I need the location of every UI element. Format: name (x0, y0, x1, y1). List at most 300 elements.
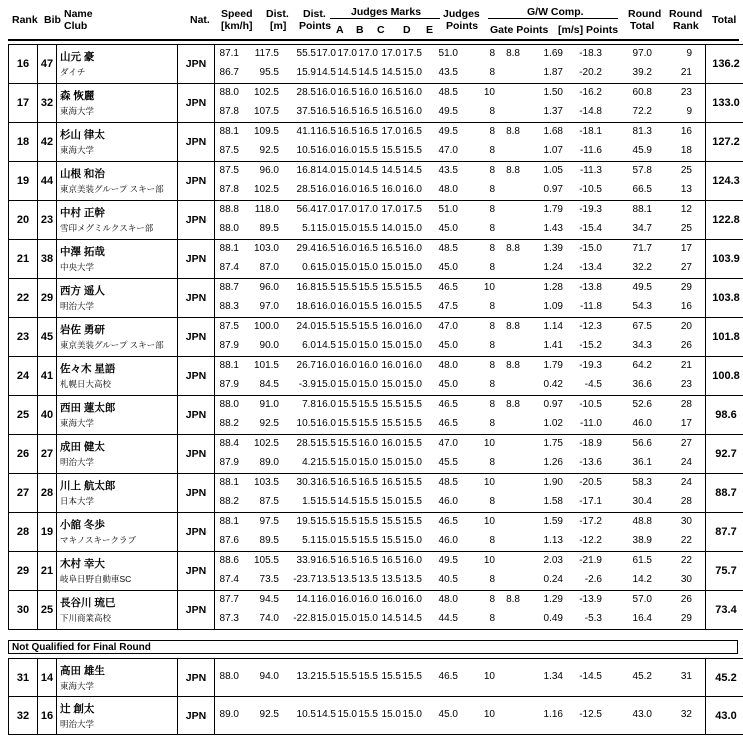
jump-value: 24 (680, 477, 692, 488)
jump-value: 15.5 (316, 516, 336, 527)
table-row (9, 123, 743, 162)
jump-value: 15.0 (358, 457, 378, 468)
athlete-cell (57, 201, 178, 240)
athlete-cell (57, 591, 178, 630)
jump-value: 17.0 (358, 204, 378, 215)
jump-value: 23 (680, 379, 692, 390)
jump-value: 15.0 (402, 457, 422, 468)
jump-data-cell (215, 474, 706, 513)
jump-value: -17.1 (579, 496, 602, 507)
jump-value: 10.5 (296, 709, 316, 720)
jump-value: 1.39 (543, 243, 563, 254)
jump-value: 45.0 (438, 709, 458, 720)
jump-value: 15.5 (337, 321, 357, 332)
jump-value: -3.9 (298, 379, 316, 390)
jump-value: 13.5 (358, 574, 378, 585)
jump-value: 16.0 (316, 399, 336, 410)
jump-value: 15.5 (316, 496, 336, 507)
nation-cell: JPN (178, 435, 215, 474)
jump-value: 45.0 (438, 223, 458, 234)
rank-cell: 27 (9, 474, 38, 513)
jump-value: 31 (680, 671, 692, 682)
rank-cell: 18 (9, 123, 38, 162)
jump-value: 16.5 (316, 555, 336, 566)
jump-value: 41.1 (296, 126, 316, 137)
jump-value: -19.3 (579, 204, 602, 215)
jump-round-1 (215, 318, 705, 337)
header-round-rank-1: Round (669, 8, 703, 20)
jump-value: 26 (680, 594, 692, 605)
jump-value: 15.5 (316, 282, 336, 293)
jump-value: 0.49 (543, 613, 563, 624)
jump-round-1 (215, 552, 705, 571)
jump-value: 36.6 (632, 379, 652, 390)
bib-cell: 14 (38, 659, 57, 697)
jump-value: 87.3 (219, 613, 239, 624)
jump-value: 16.0 (402, 87, 422, 98)
jump-value: 15.5 (337, 399, 357, 410)
bib-cell: 25 (38, 591, 57, 630)
jump-round-1 (215, 240, 705, 259)
jump-value: 8 (489, 48, 495, 59)
jump-value: 15.0 (337, 379, 357, 390)
header-dist-points-2: Points (299, 20, 332, 32)
jump-value: 0.6 (302, 262, 316, 273)
table-row (9, 201, 743, 240)
jump-value: 15.5 (337, 282, 357, 293)
total-cell: 136.2 (706, 45, 743, 84)
jump-value: 92.5 (259, 145, 279, 156)
nation-cell: JPN (178, 552, 215, 591)
nation-cell: JPN (178, 201, 215, 240)
jump-value: 88.6 (219, 555, 239, 566)
jump-value: 87.5 (259, 496, 279, 507)
club-name: 東京美装グループ スキー部 (60, 340, 164, 350)
jump-value: 60.8 (632, 87, 652, 98)
jump-value: 8 (489, 321, 495, 332)
total-cell: 45.2 (706, 659, 743, 697)
jump-value: 56.4 (296, 204, 316, 215)
jump-value: -15.4 (579, 223, 602, 234)
jump-value: 16.5 (316, 106, 336, 117)
athlete-cell (57, 45, 178, 84)
jump-value: 16.0 (381, 360, 401, 371)
club-name: 札幌日大高校 (60, 379, 112, 389)
jump-value: 16.0 (381, 594, 401, 605)
jump-value: 46.0 (632, 418, 652, 429)
athlete-cell (57, 659, 178, 697)
jump-value: 1.02 (543, 418, 563, 429)
jump-value: 30.4 (632, 496, 652, 507)
jump-value: 10 (483, 671, 495, 682)
jump-value: 15.5 (358, 399, 378, 410)
total-cell: 87.7 (706, 513, 743, 552)
jump-value: 15.5 (316, 438, 336, 449)
not-qualified-table (8, 658, 743, 735)
jump-value: 16.0 (337, 243, 357, 254)
header-bib: Bib (44, 14, 61, 26)
jump-value: 17 (680, 418, 692, 429)
jump-value: 15.0 (381, 340, 401, 351)
athlete-cell (57, 318, 178, 357)
jump-value: 88.8 (219, 204, 239, 215)
rank-cell: 22 (9, 279, 38, 318)
jump-value: 52.6 (632, 399, 652, 410)
jump-value: 14.2 (632, 574, 652, 585)
jump-value: 29 (680, 282, 692, 293)
jump-value: 9 (686, 48, 692, 59)
jump-value: 16.5 (358, 555, 378, 566)
jump-value: 15.5 (402, 418, 422, 429)
athlete-name: 辻 創太 (60, 702, 95, 715)
total-cell: 100.8 (706, 357, 743, 396)
jump-value: 28.5 (296, 438, 316, 449)
jump-value: 8 (489, 535, 495, 546)
jump-value: 15.5 (337, 516, 357, 527)
total-cell: 127.2 (706, 123, 743, 162)
jump-value: 16.5 (316, 126, 336, 137)
athlete-cell (57, 84, 178, 123)
jump-value: 15.0 (316, 262, 336, 273)
jump-value: 17.0 (381, 126, 401, 137)
jump-value: 8.8 (506, 399, 520, 410)
jump-value: 16.0 (402, 555, 422, 566)
athlete-cell (57, 513, 178, 552)
header-judges-marks: Judges Marks (351, 6, 422, 18)
jump-value: 16.5 (337, 126, 357, 137)
jump-value: 15.5 (316, 321, 336, 332)
bib-cell: 40 (38, 396, 57, 435)
jump-value: 8.8 (506, 594, 520, 605)
jump-value: 8 (489, 613, 495, 624)
jump-value: 34.7 (632, 223, 652, 234)
jump-value: 8.8 (506, 48, 520, 59)
jump-value: 15.5 (381, 418, 401, 429)
jump-value: 44.5 (438, 613, 458, 624)
jump-value: 109.5 (253, 126, 279, 137)
jump-value: 8 (489, 223, 495, 234)
not-qualified-section-label: Not Qualified for Final Round (8, 640, 738, 654)
jump-value: 88.0 (219, 223, 239, 234)
athlete-cell (57, 123, 178, 162)
jump-value: 45.0 (438, 262, 458, 273)
jump-value: 16.8 (296, 165, 316, 176)
jump-value: 10 (483, 87, 495, 98)
header-gate-points: Gate Points (490, 24, 549, 36)
jump-value: 15.5 (358, 709, 378, 720)
athlete-name: 中澤 拓哉 (60, 246, 105, 258)
jump-value: 16.0 (337, 145, 357, 156)
rank-cell: 16 (9, 45, 38, 84)
jump-value: 15.5 (358, 145, 378, 156)
jump-value: 16.5 (316, 243, 336, 254)
jump-value: 1.50 (543, 87, 563, 98)
athlete-name: 佐々木 星語 (60, 363, 116, 375)
jump-data-cell (215, 123, 706, 162)
jump-value: 97.0 (259, 301, 279, 312)
jump-value: 15.5 (358, 496, 378, 507)
jump-value: 46.5 (438, 282, 458, 293)
jump-value: 48.0 (438, 360, 458, 371)
jump-value: 17.0 (316, 48, 336, 59)
bib-cell: 42 (38, 123, 57, 162)
jump-value: 1.43 (543, 223, 563, 234)
jump-value: 15.5 (358, 418, 378, 429)
athlete-name: 成田 健太 (60, 441, 105, 453)
gw-comp-line (488, 18, 618, 19)
club-name: 雪印メグミルクスキー部 (60, 223, 154, 233)
jump-value: 16.0 (402, 243, 422, 254)
jump-value: 56.6 (632, 438, 652, 449)
jump-value: 15.0 (316, 223, 336, 234)
total-cell: 103.8 (706, 279, 743, 318)
jump-value: 15.0 (358, 613, 378, 624)
jump-value: 8 (489, 360, 495, 371)
jump-value: 15.0 (381, 496, 401, 507)
jump-value: 16.0 (316, 418, 336, 429)
jump-value: 15.0 (358, 340, 378, 351)
jump-value: 15.0 (337, 165, 357, 176)
jump-value: 16.0 (337, 594, 357, 605)
jump-value: 14.5 (402, 613, 422, 624)
jump-value: 15.5 (402, 399, 422, 410)
jump-value: 103.5 (253, 477, 279, 488)
jump-data-cell (215, 84, 706, 123)
jump-value: 66.5 (632, 184, 652, 195)
jump-value: 1.69 (543, 48, 563, 59)
jump-value: 10 (483, 477, 495, 488)
jump-value: 8.8 (506, 243, 520, 254)
table-row (9, 84, 743, 123)
club-name: 東京美装グループ スキー部 (60, 184, 164, 194)
jump-value: 105.5 (253, 555, 279, 566)
jump-value: 15.5 (337, 671, 357, 682)
jump-value: 15.0 (381, 379, 401, 390)
jump-value: 117.5 (254, 48, 279, 59)
jump-value: 8.8 (506, 321, 520, 332)
jump-value: 16.5 (381, 477, 401, 488)
header-round-total-1: Round (628, 8, 662, 20)
athlete-name: 長谷川 琉巳 (60, 597, 116, 609)
jump-value: 16.5 (402, 126, 422, 137)
jump-value: 86.7 (219, 67, 239, 78)
bib-cell: 27 (38, 435, 57, 474)
jump-value: 1.68 (543, 126, 563, 137)
jump-value: 16.5 (381, 555, 401, 566)
jump-value: 1.34 (543, 671, 563, 682)
total-cell: 92.7 (706, 435, 743, 474)
jump-value: 89.5 (259, 223, 279, 234)
club-name: マキノスキークラブ (60, 535, 136, 545)
jump-value: 16.5 (381, 106, 401, 117)
header-rule (8, 39, 739, 41)
jump-value: 88.7 (219, 282, 239, 293)
jump-value: 15.0 (316, 535, 336, 546)
jump-value: 36.1 (632, 457, 652, 468)
jump-value: 48.8 (632, 516, 652, 527)
jump-value: -12.2 (579, 535, 602, 546)
jump-value: 13.5 (316, 574, 336, 585)
jump-value: -16.2 (579, 87, 602, 98)
jump-value: -11.8 (579, 301, 602, 312)
jump-value: 9 (686, 106, 692, 117)
jump-value: 15.5 (316, 671, 336, 682)
jump-value: 16.0 (358, 360, 378, 371)
jump-value: 48.0 (438, 184, 458, 195)
jump-value: 45.0 (438, 340, 458, 351)
jump-value: 87.9 (219, 340, 239, 351)
jump-value: 14.5 (316, 67, 336, 78)
jump-value: 18 (680, 145, 692, 156)
jump-value: 88.2 (219, 496, 239, 507)
jump-round-2 (215, 493, 705, 512)
jump-value: 1.5 (302, 496, 316, 507)
jump-value: -23.7 (293, 574, 316, 585)
jump-value: 29 (680, 613, 692, 624)
jump-value: 15.5 (402, 438, 422, 449)
jump-round-1 (215, 279, 705, 298)
jump-value: 81.3 (632, 126, 652, 137)
total-cell: 122.8 (706, 201, 743, 240)
jump-value: 8 (489, 457, 495, 468)
jump-value: 43.5 (438, 67, 458, 78)
jump-value: 102.5 (253, 87, 279, 98)
jump-value: -11.3 (579, 165, 602, 176)
jump-value: 72.2 (632, 106, 652, 117)
jump-value: -11.0 (579, 418, 602, 429)
jump-value: 46.5 (438, 671, 458, 682)
header-name: Name (64, 8, 93, 20)
jump-round-2 (215, 142, 705, 161)
jump-value: 16.5 (316, 477, 336, 488)
club-name: 中央大学 (60, 262, 95, 272)
jump-value: 16.5 (358, 126, 378, 137)
table-row (9, 45, 743, 84)
athlete-cell (57, 396, 178, 435)
nation-cell: JPN (178, 123, 215, 162)
jump-round-1 (215, 435, 705, 454)
jump-data-cell (215, 357, 706, 396)
jump-value: 49.5 (438, 126, 458, 137)
jump-value: 49.5 (438, 555, 458, 566)
jump-data-cell (215, 240, 706, 279)
rank-cell: 19 (9, 162, 38, 201)
jump-round-1 (215, 84, 705, 103)
jump-value: 87.4 (219, 262, 239, 273)
club-name: 日本大学 (60, 496, 95, 506)
jump-value: 16 (680, 126, 692, 137)
jump-value: 43.5 (438, 165, 458, 176)
jump-value: 88.1 (632, 204, 652, 215)
jump-value: 1.14 (543, 321, 563, 332)
jump-value: 1.07 (543, 145, 563, 156)
jump-value: 21 (680, 67, 692, 78)
jump-value: 118.0 (254, 204, 279, 215)
rank-cell: 21 (9, 240, 38, 279)
jump-value: 8.8 (506, 126, 520, 137)
total-cell: 133.0 (706, 84, 743, 123)
jump-value: -14.5 (579, 671, 602, 682)
jump-value: 38.9 (632, 535, 652, 546)
table-row (9, 240, 743, 279)
jump-value: 33.9 (296, 555, 316, 566)
jump-value: 16.5 (337, 555, 357, 566)
jump-value: -2.6 (584, 574, 602, 585)
jump-value: 15.5 (402, 282, 422, 293)
jump-value: 8.8 (506, 360, 520, 371)
jump-value: 16.0 (337, 184, 357, 195)
nation-cell: JPN (178, 357, 215, 396)
jump-value: 15.0 (402, 340, 422, 351)
jump-value: 16.0 (337, 360, 357, 371)
jump-value: 87.5 (219, 165, 239, 176)
athlete-name: 西方 遥人 (60, 285, 105, 297)
jump-value: 1.24 (543, 262, 563, 273)
jump-value: 8 (489, 165, 495, 176)
jump-value: 27 (680, 438, 692, 449)
jump-value: 27 (680, 262, 692, 273)
jump-value: -15.0 (579, 243, 602, 254)
jump-value: 1.26 (543, 457, 563, 468)
jump-round-2 (215, 610, 705, 629)
jump-value: 1.59 (543, 516, 563, 527)
jump-value: 45.9 (632, 145, 652, 156)
jump-value: 1.13 (543, 535, 563, 546)
jump-value: 2.03 (543, 555, 563, 566)
jump-value: 87.9 (219, 379, 239, 390)
jump-value: 1.87 (543, 67, 563, 78)
jump-value: 14.5 (337, 496, 357, 507)
jump-value: 8 (489, 106, 495, 117)
jump-value: 0.97 (543, 399, 563, 410)
jump-value: 15.0 (381, 262, 401, 273)
jump-value: 16.0 (402, 360, 422, 371)
jump-value: 17.0 (381, 204, 401, 215)
jump-round-1 (215, 357, 705, 376)
jump-value: 16.0 (316, 145, 336, 156)
jump-value: 48.5 (438, 477, 458, 488)
jump-value: 16.5 (358, 477, 378, 488)
header-dist-points-1: Dist. (303, 8, 326, 20)
jump-value: 51.0 (438, 204, 458, 215)
header-judge-b: B (356, 24, 364, 36)
jump-value: 15.5 (381, 282, 401, 293)
athlete-cell (57, 240, 178, 279)
jump-value: 8.8 (506, 165, 520, 176)
jump-value: 73.5 (259, 574, 279, 585)
jump-value: 16 (680, 301, 692, 312)
bib-cell: 45 (38, 318, 57, 357)
jump-value: 13.5 (402, 574, 422, 585)
jump-value: 87.8 (219, 106, 239, 117)
jump-value: 15.5 (381, 399, 401, 410)
total-cell: 98.6 (706, 396, 743, 435)
jump-value: 15.5 (358, 301, 378, 312)
bib-cell: 44 (38, 162, 57, 201)
jump-round-2 (215, 220, 705, 239)
jump-value: 88.1 (219, 516, 239, 527)
jump-value: -13.4 (579, 262, 602, 273)
rank-cell: 17 (9, 84, 38, 123)
jump-value: 48.0 (438, 594, 458, 605)
jump-value: 28 (680, 496, 692, 507)
jump-value: 18.6 (296, 301, 316, 312)
jump-value: -14.8 (579, 106, 602, 117)
athlete-name: 山元 豪 (60, 51, 95, 63)
jump-value: 61.5 (632, 555, 652, 566)
jump-value: 43.0 (632, 709, 652, 720)
bib-cell: 47 (38, 45, 57, 84)
